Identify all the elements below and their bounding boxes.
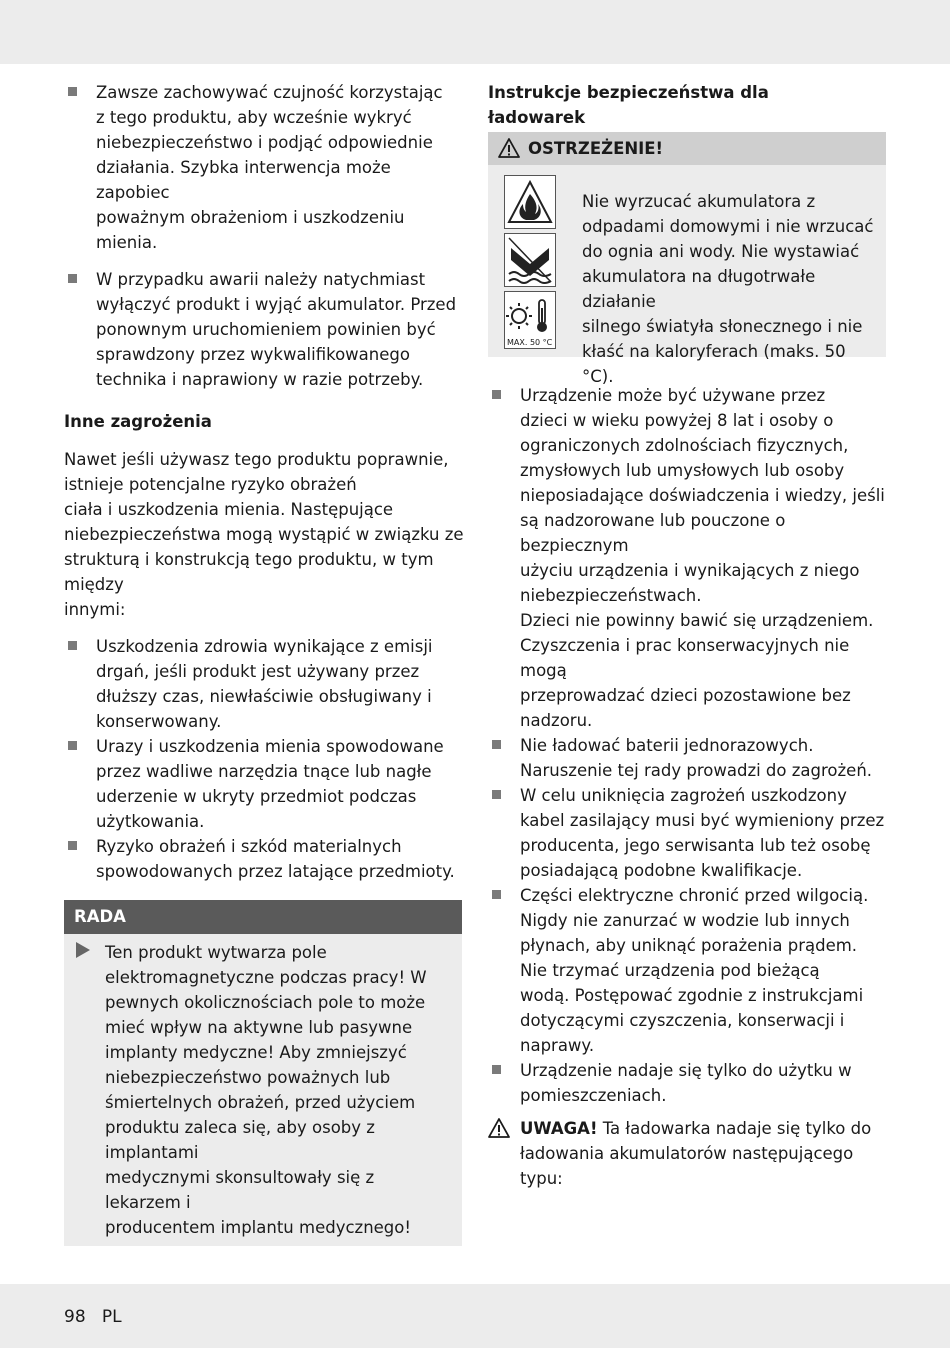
warning-box (488, 132, 886, 386)
left-column (64, 80, 464, 1246)
bullet-item: Nie ładować baterii jednorazowych. Naruszenie tej rady prowadzi do zagrożeń. (488, 733, 888, 783)
warning-body (488, 165, 886, 386)
warning-title: OSTRZEŻENIE! (488, 132, 886, 165)
warning-triangle-icon (498, 138, 520, 158)
bullet-item: Części elektryczne chronić przed wilgocią. Nigdy nie zanurzać w wodzie lub innych płynach, aby uniknąć porażenia prądem. Nie trzymać urządzenia pod bieżącą wodą. Postępować zgodnie z instrukcjami dotyczącymi czyszczenia, konserwacji i naprawy. (488, 883, 888, 1058)
bullet-item: Urządzenie nadaje się tylko do użytku w pomieszczeniach. (488, 1058, 888, 1108)
no-water-icon (504, 233, 556, 287)
warning-icons (504, 175, 556, 353)
footer-bar (0, 1284, 950, 1348)
right-column (488, 80, 888, 1191)
arrow-right-icon (76, 942, 90, 958)
section-heading: Instrukcje bezpieczeństwa dla ładowarek (488, 83, 769, 127)
section-heading: Inne zagrożenia (64, 412, 212, 431)
tip-title: RADA (64, 900, 462, 934)
header-bar (0, 0, 950, 64)
bullet-item: Zawsze zachowywać czujność korzystając z tego produktu, aby wcześnie wykryć niebezpieczeństwo i podjąć odpowiednie działania. Szybka interwencja może zapobiec poważnym obrażeniom i uszkodzeniu mienia. (64, 80, 464, 255)
bullet-item: Ryzyko obrażeń i szkód materialnych spowodowanych przez latające przedmioty. (64, 834, 464, 884)
bullet-item: W przypadku awarii należy natychmiast wyłączyć produkt i wyjąć akumulator. Przed ponownym uruchomieniem powinien być sprawdzony przez wykwalifikowanego technika i naprawiony w razie potrzeby. (64, 267, 464, 392)
bullet-item: W celu uniknięcia zagrożeń uszkodzony kabel zasilający musi być wymieniony przez producenta, jego serwisanta lub też osobę posiadającą podobne kwalifikacje. (488, 783, 888, 883)
warning-text: Nie wyrzucać akumulatora z odpadami domowymi i nie wrzucać do ognia ani wody. Nie wystawiać akumulatora na długotrwałe działanie silnego światyła słonecznego i nie kłaść na kaloryferach (maks. 50 °C). (582, 192, 874, 386)
caution-note: UWAGA! Ta ładowarka nadaje się tylko do ładowania akumulatorów następującego typu: (488, 1116, 888, 1191)
sun-thermometer-icon: MAX. 50 °C (504, 291, 556, 349)
tip-box (64, 900, 462, 1246)
warning-triangle-icon (488, 1118, 510, 1138)
bullet-item: Uszkodzenia zdrowia wynikające z emisji drgań, jeśli produkt jest używany przez dłuższy czas, niewłaściwie obsługiwany i konserwowany. (64, 634, 464, 734)
tip-body: Ten produkt wytwarza pole elektromagnetyczne podczas pracy! W pewnych okolicznościach pole to może mieć wpływ na aktywne lub pasywne implanty medyczne! Aby zmniejszyć niebezpieczeństwo poważnych lub śmiertelnych obrażeń, przed użyciem produktu zaleca się, aby osoby z implantami medycznymi skonsultowały się z lekarzem i producentem implantu medycznego! (64, 934, 462, 1246)
bullet-item: Urządzenie może być używane przez dzieci w wieku powyżej 8 lat i osoby o ograniczonych zdolnościach fizycznych, zmysłowych lub umysłowych lub osoby nieposiadające doświadczenia i wiedzy, jeśli są nadzorowane lub pouczone o bezpiecznym użyciu urządzenia i wynikających z niego niebezpieczeństwach. Dzieci nie powinny bawić się urządzeniem. Czyszczenia i prac konserwacyjnych nie mogą przeprowadzać dzieci pozostawione bez nadzoru. (488, 383, 888, 733)
caution-label: UWAGA! (520, 1119, 598, 1138)
intro-paragraph: Nawet jeśli używasz tego produktu poprawnie, istnieje potencjalne ryzyko obrażeń ciała i uszkodzenia mienia. Następujące niebezpieczeństwa mogą wystąpić w związku ze strukturą i konstrukcją tego produktu, w tym między innymi: (64, 450, 464, 619)
bullet-item: Urazy i uszkodzenia mienia spowodowane przez wadliwe narzędzia tnące lub nagłe uderzenie w ukryty przedmiot podczas użytkowania. (64, 734, 464, 834)
page-number: 98 PL (64, 1307, 122, 1327)
no-fire-icon (504, 175, 556, 229)
